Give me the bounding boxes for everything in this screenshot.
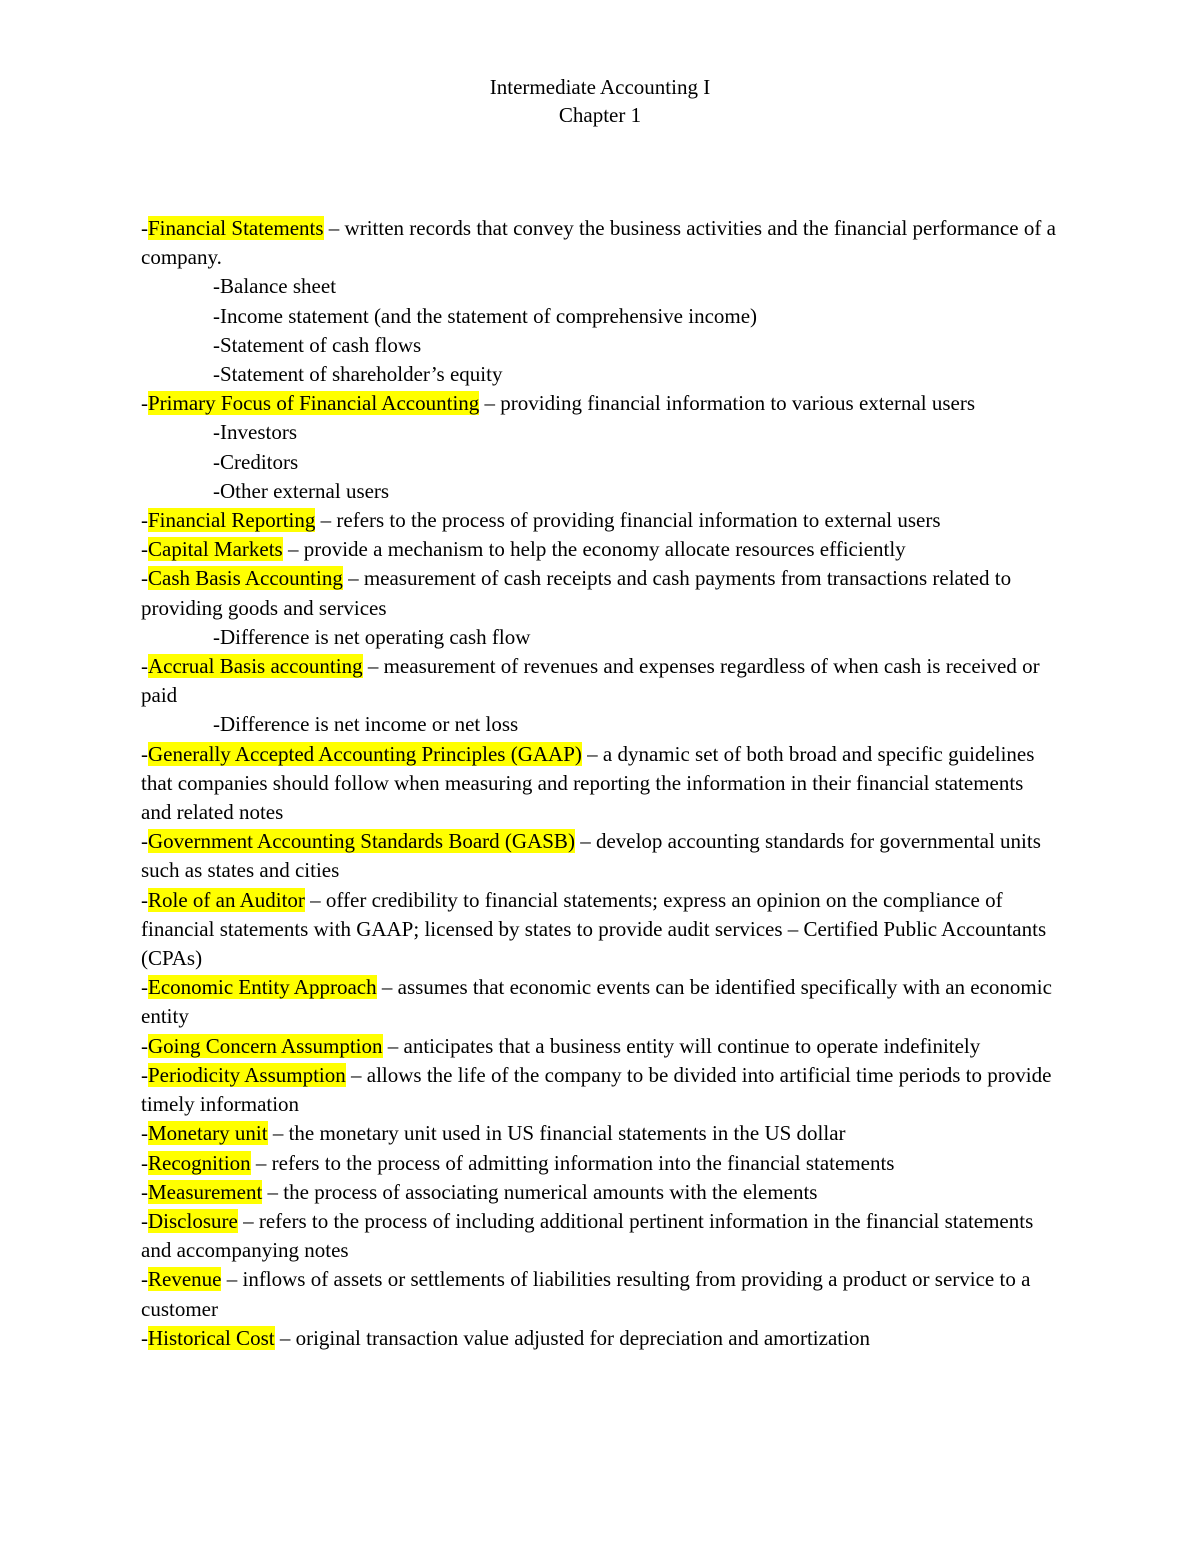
sub-item: -Difference is net operating cash flow <box>213 624 531 649</box>
definition-entry: -Primary Focus of Financial Accounting – providing financial information to various external users <box>141 391 976 416</box>
sub-item-text: Investors <box>220 420 297 445</box>
sub-item-text: Income statement (and the statement of comprehensive income) <box>220 303 758 328</box>
sub-item-text: Balance sheet <box>220 274 337 299</box>
definition-entry: -Monetary unit – the monetary unit used in US financial statements in the US dollar <box>141 1121 846 1146</box>
sub-item: -Income statement (and the statement of comprehensive income) <box>213 303 758 328</box>
chapter-title: Chapter 1 <box>558 103 642 127</box>
term-definition: original transaction value adjusted for depreciation and amortization <box>295 1325 870 1350</box>
term-definition: measurement of cash receipts and cash payments from transactions related to providing goods and services <box>141 566 1012 620</box>
definition-entry: -Economic Entity Approach – assumes that economic events can be identified specifically with an economic entity <box>141 975 1052 1029</box>
term-highlight: Measurement <box>148 1179 263 1204</box>
term-definition: provide a mechanism to help the economy allocate resources efficiently <box>303 537 906 562</box>
sub-item: -Investors <box>213 420 297 445</box>
definition-entry: -Recognition – refers to the process of admitting information into the financial statements <box>141 1150 895 1175</box>
term-highlight: Financial Reporting <box>148 508 316 533</box>
sub-item: -Creditors <box>213 449 299 474</box>
definitions-list <box>141 214 1056 1353</box>
term-highlight: Government Accounting Standards Board (GASB) <box>148 829 575 854</box>
term-highlight: Primary Focus of Financial Accounting <box>148 391 480 416</box>
sub-item-text: Difference is net income or net loss <box>220 712 519 737</box>
term-highlight: Role of an Auditor <box>148 887 305 912</box>
definition-entry: -Financial Statements – written records that convey the business activities and the financial performance of a company. <box>141 216 1056 270</box>
sub-item: -Statement of shareholder’s equity <box>213 362 503 387</box>
definition-entry: -Generally Accepted Accounting Principles (GAAP) – a dynamic set of both broad and specific guidelines that companies should follow when measuring and reporting the information in their financial statements and related notes <box>141 741 1035 825</box>
document-title: Intermediate Accounting I <box>489 75 711 99</box>
term-definition: a dynamic set of both broad and specific guidelines that companies should follow when measuring and reporting the information in their financial statements and related notes <box>141 741 1035 825</box>
term-highlight: Historical Cost <box>148 1325 275 1350</box>
term-definition: anticipates that a business entity will continue to operate indefinitely <box>403 1033 981 1058</box>
term-definition: providing financial information to various external users <box>500 391 976 416</box>
definition-entry: -Cash Basis Accounting – measurement of cash receipts and cash payments from transactions related to providing goods and services <box>141 566 1012 620</box>
term-definition: offer credibility to financial statements; express an opinion on the compliance of financial statements with GAAP; licensed by states to provide audit services – Certified Public Accountants (CPAs) <box>141 887 1047 971</box>
definition-entry: -Financial Reporting – refers to the process of providing financial information to external users <box>141 508 941 533</box>
term-definition: assumes that economic events can be identified specifically with an economic entity <box>141 975 1052 1029</box>
term-highlight: Accrual Basis accounting <box>148 654 363 679</box>
definition-entry: -Going Concern Assumption – anticipates that a business entity will continue to operate indefinitely <box>141 1033 981 1058</box>
sub-item-text: Other external users <box>220 478 390 503</box>
sub-item-text: Statement of cash flows <box>220 332 422 357</box>
term-definition: refers to the process of including additional pertinent information in the financial statements and accompanying notes <box>141 1208 1034 1263</box>
sub-item-text: Statement of shareholder’s equity <box>220 362 503 387</box>
term-highlight: Cash Basis Accounting <box>148 566 343 591</box>
term-highlight: Capital Markets <box>148 537 283 562</box>
term-definition: refers to the process of providing financial information to external users <box>336 508 941 533</box>
term-highlight: Financial Statements <box>148 216 324 240</box>
term-definition: develop accounting standards for governmental units such as states and cities <box>141 829 1041 883</box>
definition-entry: -Disclosure – refers to the process of including additional pertinent information in the financial statements and accompanying notes <box>141 1208 1034 1263</box>
term-highlight: Disclosure <box>148 1208 238 1233</box>
term-definition: inflows of assets or settlements of liabilities resulting from providing a product or service to a customer <box>141 1267 1031 1321</box>
term-highlight: Going Concern Assumption <box>148 1033 383 1058</box>
sub-item-text: Creditors <box>220 449 299 474</box>
sub-item: -Other external users <box>213 478 390 503</box>
term-highlight: Recognition <box>148 1150 251 1175</box>
definition-entry: -Revenue – inflows of assets or settlements of liabilities resulting from providing a product or service to a customer <box>141 1267 1031 1321</box>
term-highlight: Periodicity Assumption <box>148 1062 346 1087</box>
definition-entry: -Measurement – the process of associating numerical amounts with the elements <box>141 1179 818 1204</box>
sub-item: -Statement of cash flows <box>213 332 422 357</box>
definition-entry: -Government Accounting Standards Board (GASB) – develop accounting standards for governmental units such as states and cities <box>141 829 1041 883</box>
term-definition: measurement of revenues and expenses regardless of when cash is received or paid <box>141 654 1040 708</box>
definition-entry: -Accrual Basis accounting – measurement of revenues and expenses regardless of when cash is received or paid <box>141 654 1040 708</box>
term-definition: the monetary unit used in US financial statements in the US dollar <box>288 1121 846 1146</box>
term-highlight: Monetary unit <box>148 1121 268 1146</box>
term-highlight: Generally Accepted Accounting Principles (GAAP) <box>148 741 582 766</box>
sub-item: -Balance sheet <box>213 274 337 299</box>
definition-entry: -Periodicity Assumption – allows the life of the company to be divided into artificial time periods to provide timely information <box>141 1062 1052 1117</box>
term-definition: refers to the process of admitting information into the financial statements <box>271 1150 895 1175</box>
term-highlight: Revenue <box>148 1267 222 1292</box>
definition-entry: -Role of an Auditor – offer credibility to financial statements; express an opinion on the compliance of financial statements with GAAP; licensed by states to provide audit services – Certified Public Accountants (CPAs) <box>141 887 1047 971</box>
term-definition: written records that convey the business activities and the financial performance of a company. <box>141 216 1056 270</box>
sub-item-text: Difference is net operating cash flow <box>220 624 531 649</box>
term-highlight: Economic Entity Approach <box>148 975 377 1000</box>
definition-entry: -Historical Cost – original transaction value adjusted for depreciation and amortization <box>141 1325 870 1350</box>
sub-item: -Difference is net income or net loss <box>213 712 519 737</box>
term-definition: allows the life of the company to be divided into artificial time periods to provide timely information <box>141 1062 1052 1117</box>
term-definition: the process of associating numerical amounts with the elements <box>283 1179 818 1204</box>
definition-entry: -Capital Markets – provide a mechanism to help the economy allocate resources efficiently <box>141 537 906 562</box>
